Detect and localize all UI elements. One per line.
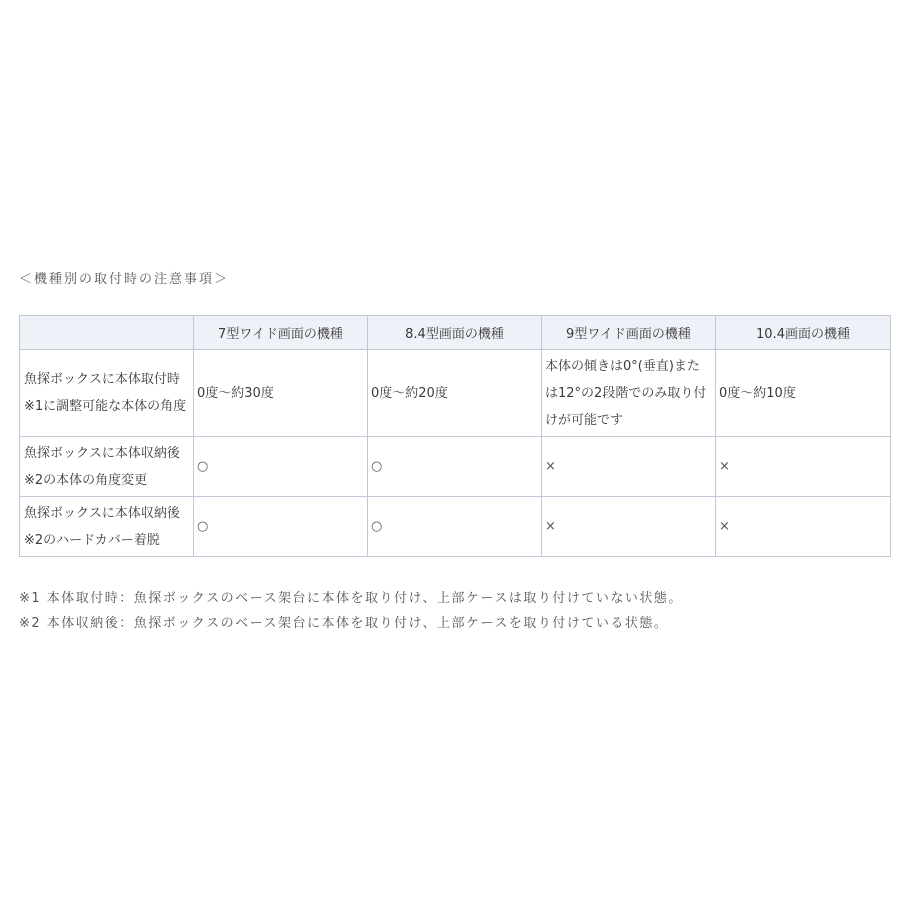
table-header-row (20, 316, 891, 350)
table-row (20, 437, 891, 497)
table-cell: 0度〜約20度 (368, 350, 542, 437)
table-cell (716, 437, 891, 497)
table-cell (368, 497, 542, 557)
header-corner-cell (20, 316, 194, 350)
cross-mark: × (545, 519, 556, 534)
model-comparison-table (19, 315, 891, 557)
table-cell: 0度〜約30度 (194, 350, 368, 437)
circle-mark: ○ (371, 519, 383, 534)
circle-mark: ○ (371, 459, 383, 474)
section-title: ＜機種別の取付時の注意事項＞ (19, 272, 230, 287)
table-cell: 0度〜約10度 (716, 350, 891, 437)
footnote-1: ※1 本体取付時：魚探ボックスのベース架台に本体を取り付け、上部ケースは取り付けていない状態。 (19, 591, 683, 606)
column-header-7inch-wide: 7型ワイド画面の機種 (194, 316, 368, 350)
row-header-hard-cover: 魚探ボックスに本体収納後※2のハードカバー着脱 (20, 497, 194, 557)
table-cell (542, 437, 716, 497)
footnotes (19, 586, 683, 636)
table-cell: 本体の傾きは0°(垂直)または12°の2段階でのみ取り付けが可能です (542, 350, 716, 437)
row-header-adjustable-angle: 魚探ボックスに本体取付時※1に調整可能な本体の角度 (20, 350, 194, 437)
column-header-9inch-wide: 9型ワイド画面の機種 (542, 316, 716, 350)
table-cell (194, 437, 368, 497)
table-row (20, 497, 891, 557)
column-header-10-4inch: 10.4画面の機種 (716, 316, 891, 350)
column-header-8-4inch: 8.4型画面の機種 (368, 316, 542, 350)
table-cell (542, 497, 716, 557)
circle-mark: ○ (197, 459, 209, 474)
table-cell (716, 497, 891, 557)
cross-mark: × (545, 459, 556, 474)
circle-mark: ○ (197, 519, 209, 534)
table-cell (194, 497, 368, 557)
row-header-angle-change: 魚探ボックスに本体収納後※2の本体の角度変更 (20, 437, 194, 497)
table-row (20, 350, 891, 437)
footnote-2: ※2 本体収納後：魚探ボックスのベース架台に本体を取り付け、上部ケースを取り付けている状態。 (19, 616, 669, 631)
cross-mark: × (719, 459, 730, 474)
cross-mark: × (719, 519, 730, 534)
table-cell (368, 437, 542, 497)
